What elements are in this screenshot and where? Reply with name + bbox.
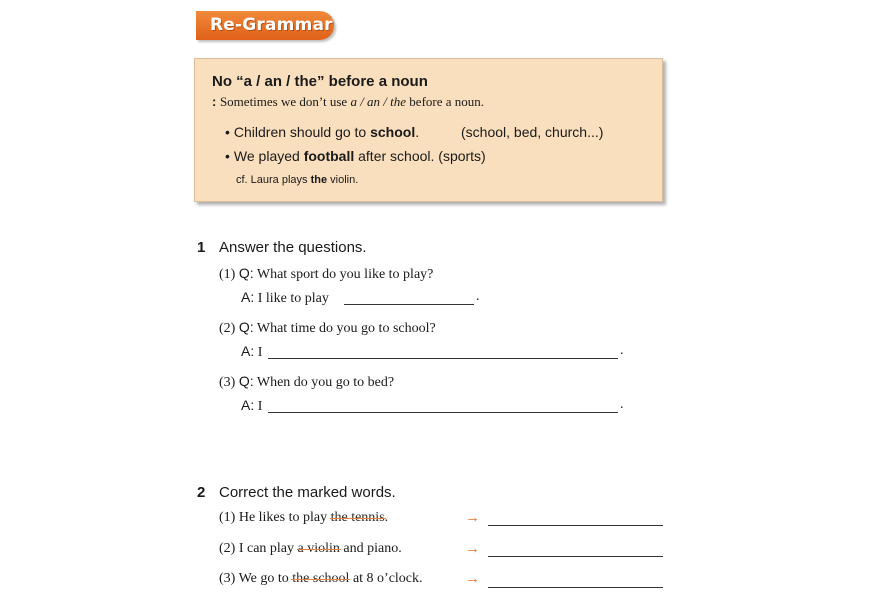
arrow-right-icon: →	[465, 509, 480, 526]
answer-blank-3[interactable]	[268, 412, 618, 413]
answer-prefix: I	[254, 399, 263, 414]
question-text: What time do you go to school?	[253, 321, 436, 336]
cf-post: violin.	[327, 174, 359, 186]
s1-q2	[219, 319, 436, 337]
item-num: (3)	[219, 571, 236, 586]
s2-item3	[219, 571, 423, 587]
grammar-example-1	[225, 124, 604, 140]
answer-period: .	[476, 289, 480, 304]
example-pre: Children should go to	[233, 124, 371, 140]
grammar-box	[194, 58, 663, 202]
arrow-right-icon: →	[465, 540, 480, 557]
answer-prefix: I	[254, 345, 263, 360]
a-label: A:	[241, 397, 255, 413]
s1-a1	[241, 289, 329, 307]
q-label: Q:	[238, 319, 254, 335]
bullet: •	[225, 124, 230, 140]
section2-number: 2	[197, 484, 206, 501]
answer-period: .	[620, 343, 624, 358]
correction-blank-3[interactable]	[488, 587, 663, 588]
cf-pre: cf. Laura plays	[236, 174, 311, 186]
grammar-sub-c: before a noun.	[406, 94, 485, 109]
question-text: What sport do you like to play?	[253, 267, 434, 282]
q-label: Q:	[238, 373, 254, 389]
grammar-example-2	[225, 148, 486, 164]
item-num: (2)	[219, 541, 236, 556]
marked-words: the tennis	[330, 510, 385, 525]
example-key: football	[303, 148, 355, 164]
cf-key: the	[310, 174, 328, 186]
example-post: after school. (sports)	[354, 148, 486, 164]
example-key: school	[370, 124, 416, 140]
q-label: Q:	[238, 265, 254, 281]
grammar-sub-b: a / an / the	[350, 94, 407, 109]
answer-blank-1[interactable]	[344, 304, 474, 305]
grammar-cf-note	[236, 174, 358, 186]
example-pre: We played	[233, 148, 304, 164]
section2-title: Correct the marked words.	[219, 484, 396, 501]
s2-item2	[219, 541, 402, 557]
item-post: .	[384, 510, 389, 525]
item-pre: We go to	[235, 571, 293, 586]
grammar-sub-prefix: :	[212, 94, 220, 109]
item-num: (1)	[219, 510, 236, 525]
a-label: A:	[241, 343, 255, 359]
example-aside: (school, bed, church...)	[461, 124, 604, 140]
s1-a2	[241, 343, 262, 361]
s2-item1	[219, 510, 388, 526]
correction-blank-1[interactable]	[488, 525, 663, 526]
section-tab	[196, 11, 334, 40]
section1-number: 1	[197, 239, 206, 256]
item-num: (1)	[219, 267, 236, 282]
item-pre: I can play	[235, 541, 298, 556]
arrow-right-icon: →	[465, 570, 480, 587]
item-post: and piano.	[339, 541, 402, 556]
marked-words: a violin	[297, 541, 340, 556]
item-num: (3)	[219, 375, 236, 390]
tab-label: Re-Grammar	[210, 15, 333, 35]
grammar-sub-a: Sometimes we don’t use	[219, 94, 351, 109]
question-text: When do you go to bed?	[253, 375, 395, 390]
item-pre: He likes to play	[235, 510, 331, 525]
correction-blank-2[interactable]	[488, 556, 663, 557]
example-post: .	[415, 124, 420, 140]
grammar-subtitle	[212, 94, 484, 110]
grammar-title: No “a / an / the” before a noun	[212, 73, 428, 90]
item-num: (2)	[219, 321, 236, 336]
s1-q3	[219, 373, 394, 391]
section1-title: Answer the questions.	[219, 239, 367, 256]
item-post: at 8 o’clock.	[349, 571, 423, 586]
marked-words: the school	[292, 571, 350, 586]
answer-blank-2[interactable]	[268, 358, 618, 359]
answer-period: .	[620, 397, 624, 412]
s1-q1	[219, 265, 433, 283]
a-label: A:	[241, 289, 255, 305]
bullet: •	[225, 148, 230, 164]
answer-prefix: I like to play	[254, 291, 329, 306]
s1-a3	[241, 397, 262, 415]
